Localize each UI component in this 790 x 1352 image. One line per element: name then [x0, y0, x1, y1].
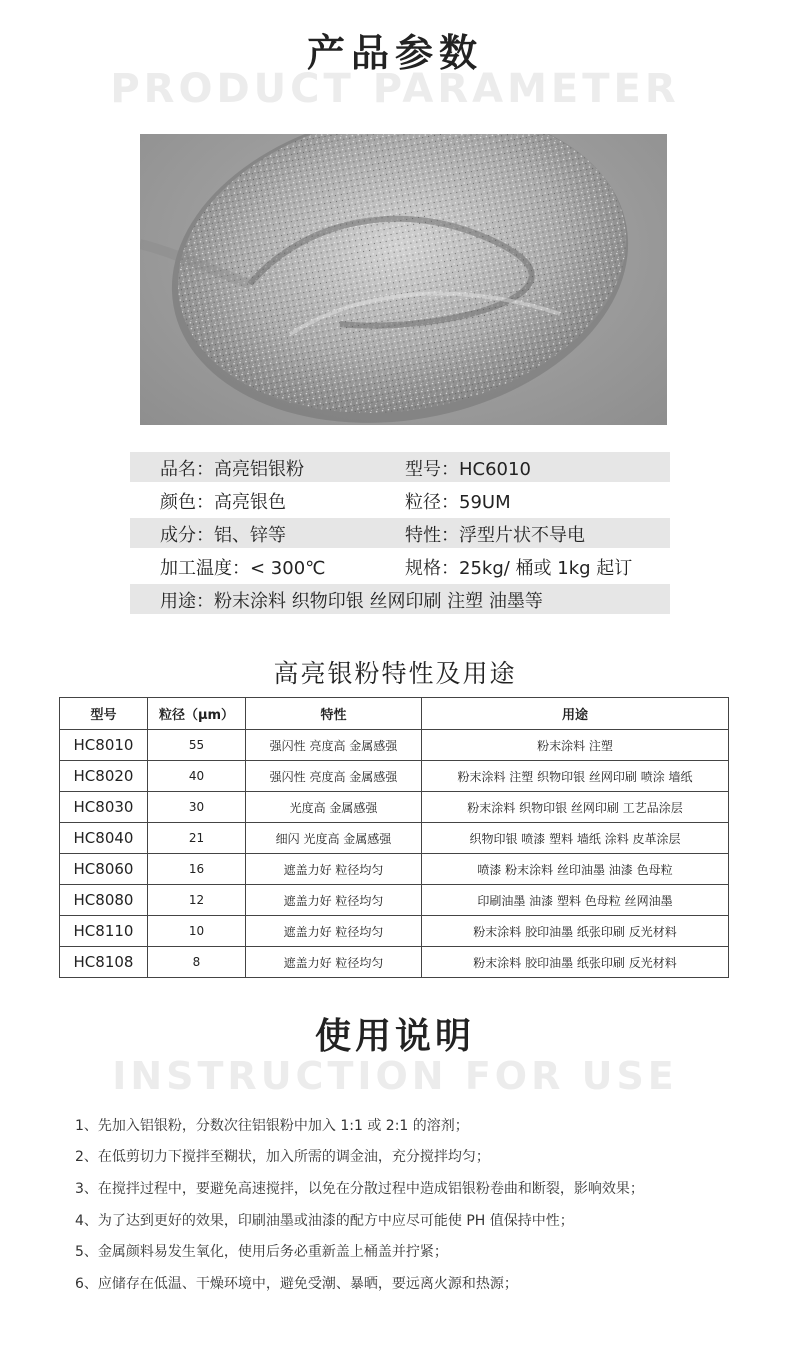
cell-model: HC8080: [60, 885, 148, 916]
col-header-size: 粒径（μm）: [148, 698, 246, 730]
cell-feature: 遮盖力好 粒径均匀: [246, 947, 422, 978]
cell-feature: 光度高 金属感强: [246, 792, 422, 823]
cell-model: HC8110: [60, 916, 148, 947]
spec-row-color-size: [130, 485, 670, 515]
spec-row-composition-feature: [130, 518, 670, 548]
spec-row-name-model: [130, 452, 670, 482]
table-row: [60, 730, 729, 761]
spec-usage: 用途：粉末涂料 织物印银 丝网印刷 注塑 油墨等: [160, 591, 543, 612]
table-row: [60, 885, 729, 916]
cell-feature: 遮盖力好 粒径均匀: [246, 854, 422, 885]
table-row: [60, 854, 729, 885]
instruction-item: 4、为了达到更好的效果，印刷油墨或油漆的配方中应尽可能使 PH 值保持中性；: [75, 1213, 574, 1229]
cell-usage: 织物印银 喷漆 塑料 墙纸 涂料 皮革涂层: [422, 823, 729, 854]
col-header-feature: 特性: [246, 698, 422, 730]
product-photo: [140, 134, 667, 425]
cell-usage: 喷漆 粉末涂料 丝印油墨 油漆 色母粒: [422, 854, 729, 885]
cell-model: HC8108: [60, 947, 148, 978]
cell-size: 55: [148, 730, 246, 761]
cell-feature: 细闪 光度高 金属感强: [246, 823, 422, 854]
cell-size: 12: [148, 885, 246, 916]
cell-size: 21: [148, 823, 246, 854]
cell-usage: 印刷油墨 油漆 塑料 色母粒 丝网油墨: [422, 885, 729, 916]
table-header-row: [60, 698, 729, 730]
table-row: [60, 761, 729, 792]
cell-size: 30: [148, 792, 246, 823]
cell-size: 40: [148, 761, 246, 792]
cell-model: HC8020: [60, 761, 148, 792]
cell-model: HC8010: [60, 730, 148, 761]
spec-name: 品名：高亮铝银粉: [160, 459, 304, 480]
product-parameter-title: 产品参数: [306, 31, 483, 75]
cell-model: HC8030: [60, 792, 148, 823]
cell-usage: 粉末涂料 注塑 织物印银 丝网印刷 喷涂 墙纸: [422, 761, 729, 792]
instruction-item: 5、金属颜料易发生氧化，使用后务必重新盖上桶盖并拧紧；: [75, 1244, 448, 1260]
instruction-title: 使用说明: [314, 1016, 475, 1057]
spec-composition: 成分：铝、锌等: [160, 525, 286, 546]
spec-process-temp: 加工温度：< 300℃: [160, 558, 326, 579]
table-row: [60, 916, 729, 947]
instruction-item: 3、在搅拌过程中，要避免高速搅拌，以免在分散过程中造成铝银粉卷曲和断裂，影响效果；: [75, 1181, 644, 1197]
cell-size: 8: [148, 947, 246, 978]
cell-usage: 粉末涂料 注塑: [422, 730, 729, 761]
cell-model: HC8060: [60, 854, 148, 885]
table-row: [60, 947, 729, 978]
features-usage-title: 高亮银粉特性及用途: [273, 659, 517, 688]
table-row: [60, 823, 729, 854]
spec-row-usage: [130, 584, 670, 614]
instruction-item: 2、在低剪切力下搅拌至糊状，加入所需的调金油，充分搅拌均匀；: [75, 1149, 490, 1165]
col-header-model: 型号: [60, 698, 148, 730]
cell-usage: 粉末涂料 胶印油墨 纸张印刷 反光材料: [422, 916, 729, 947]
spec-model: 型号：HC6010: [405, 459, 531, 480]
cell-usage: 粉末涂料 胶印油墨 纸张印刷 反光材料: [422, 947, 729, 978]
cell-feature: 强闪性 亮度高 金属感强: [246, 730, 422, 761]
cell-feature: 强闪性 亮度高 金属感强: [246, 761, 422, 792]
cell-size: 10: [148, 916, 246, 947]
product-table: [59, 697, 729, 978]
instruction-subtitle: INSTRUCTION FOR USE: [112, 1054, 678, 1098]
cell-size: 16: [148, 854, 246, 885]
spec-row-temp-package: [130, 551, 670, 581]
cell-usage: 粉末涂料 织物印银 丝网印刷 工艺品涂层: [422, 792, 729, 823]
spec-package: 规格：25kg/ 桶或 1kg 起订: [405, 558, 633, 579]
cell-feature: 遮盖力好 粒径均匀: [246, 916, 422, 947]
cell-feature: 遮盖力好 粒径均匀: [246, 885, 422, 916]
table-row: [60, 792, 729, 823]
product-parameter-subtitle: PRODUCT PARAMETER: [110, 66, 680, 112]
instruction-item: 1、先加入铝银粉，分数次往铝银粉中加入 1:1 或 2:1 的溶剂；: [75, 1118, 469, 1134]
spec-feature: 特性：浮型片状不导电: [405, 525, 585, 546]
spec-particle-size: 粒径：59UM: [405, 492, 511, 513]
instruction-item: 6、应储存在低温、干燥环境中，避免受潮、暴晒，要远离火源和热源；: [75, 1276, 518, 1292]
col-header-usage: 用途: [422, 698, 729, 730]
cell-model: HC8040: [60, 823, 148, 854]
spec-color: 颜色：高亮银色: [160, 492, 286, 513]
